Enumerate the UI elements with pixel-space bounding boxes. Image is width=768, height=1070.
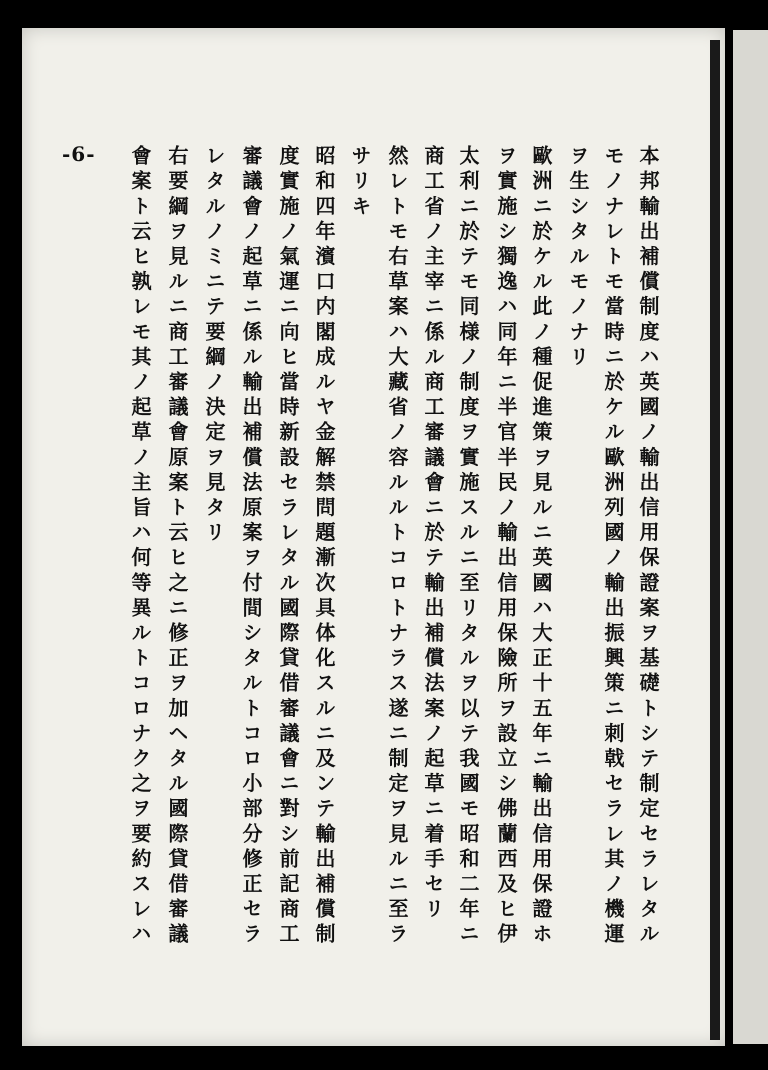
text-column: モノナレトモ當時ニ於ケル歐洲列國ノ輸出振興策ニ刺戟セラレ其ノ機運 bbox=[601, 145, 625, 949]
text-column: ヲ生シタルモノナリ bbox=[566, 145, 590, 371]
text-column: 昭和四年濱口内閣成ルヤ金解禁問題漸次具体化スルニ及ンテ輸出補償制 bbox=[312, 145, 336, 949]
text-column: レタルノミニテ要綱ノ決定ヲ見タリ bbox=[202, 145, 226, 547]
text-column: 度實施ノ氣運ニ向ヒ當時新設セラレタル國際貸借審議會ニ對シ前記商工 bbox=[276, 145, 300, 949]
text-column: ヲ實施シ獨逸ハ同年ニ半官半民ノ輸出信用保險所ヲ設立シ佛蘭西及ヒ伊 bbox=[494, 145, 518, 949]
text-column: 會案ト云ヒ孰レモ其ノ起草ノ主旨ハ何等異ルトコロナク之ヲ要約スレハ bbox=[128, 145, 152, 949]
text-column: 然レトモ右草案ハ大藏省ノ容ルルトコロトナラス遂ニ制定ヲ見ルニ至ラ bbox=[385, 145, 409, 949]
text-column: 商工省ノ主宰ニ係ル商工審議會ニ於テ輸出補償法案ノ起草ニ着手セリ bbox=[421, 145, 445, 924]
text-column: 審議會ノ起草ニ係ル輸出補償法原案ヲ付間シタルトコロ小部分修正セラ bbox=[239, 145, 263, 949]
page-number: -6- bbox=[62, 142, 96, 166]
text-column: 右要綱ヲ見ルニ商工審議會原案ト云ヒ之ニ修正ヲ加ヘタル國際貸借審議 bbox=[165, 145, 189, 949]
text-column: サリキ bbox=[348, 145, 372, 221]
text-column: 太利ニ於テモ同様ノ制度ヲ實施スルニ至リタルヲ以テ我國モ昭和二年ニ bbox=[456, 145, 480, 949]
text-column: 本邦輸出補償制度ハ英國ノ輸出信用保證案ヲ基礎トシテ制定セラレタル bbox=[636, 145, 660, 949]
text-column: 歐洲ニ於ケル此ノ種促進策ヲ見ルニ英國ハ大正十五年ニ輸出信用保證ホ bbox=[529, 145, 553, 949]
